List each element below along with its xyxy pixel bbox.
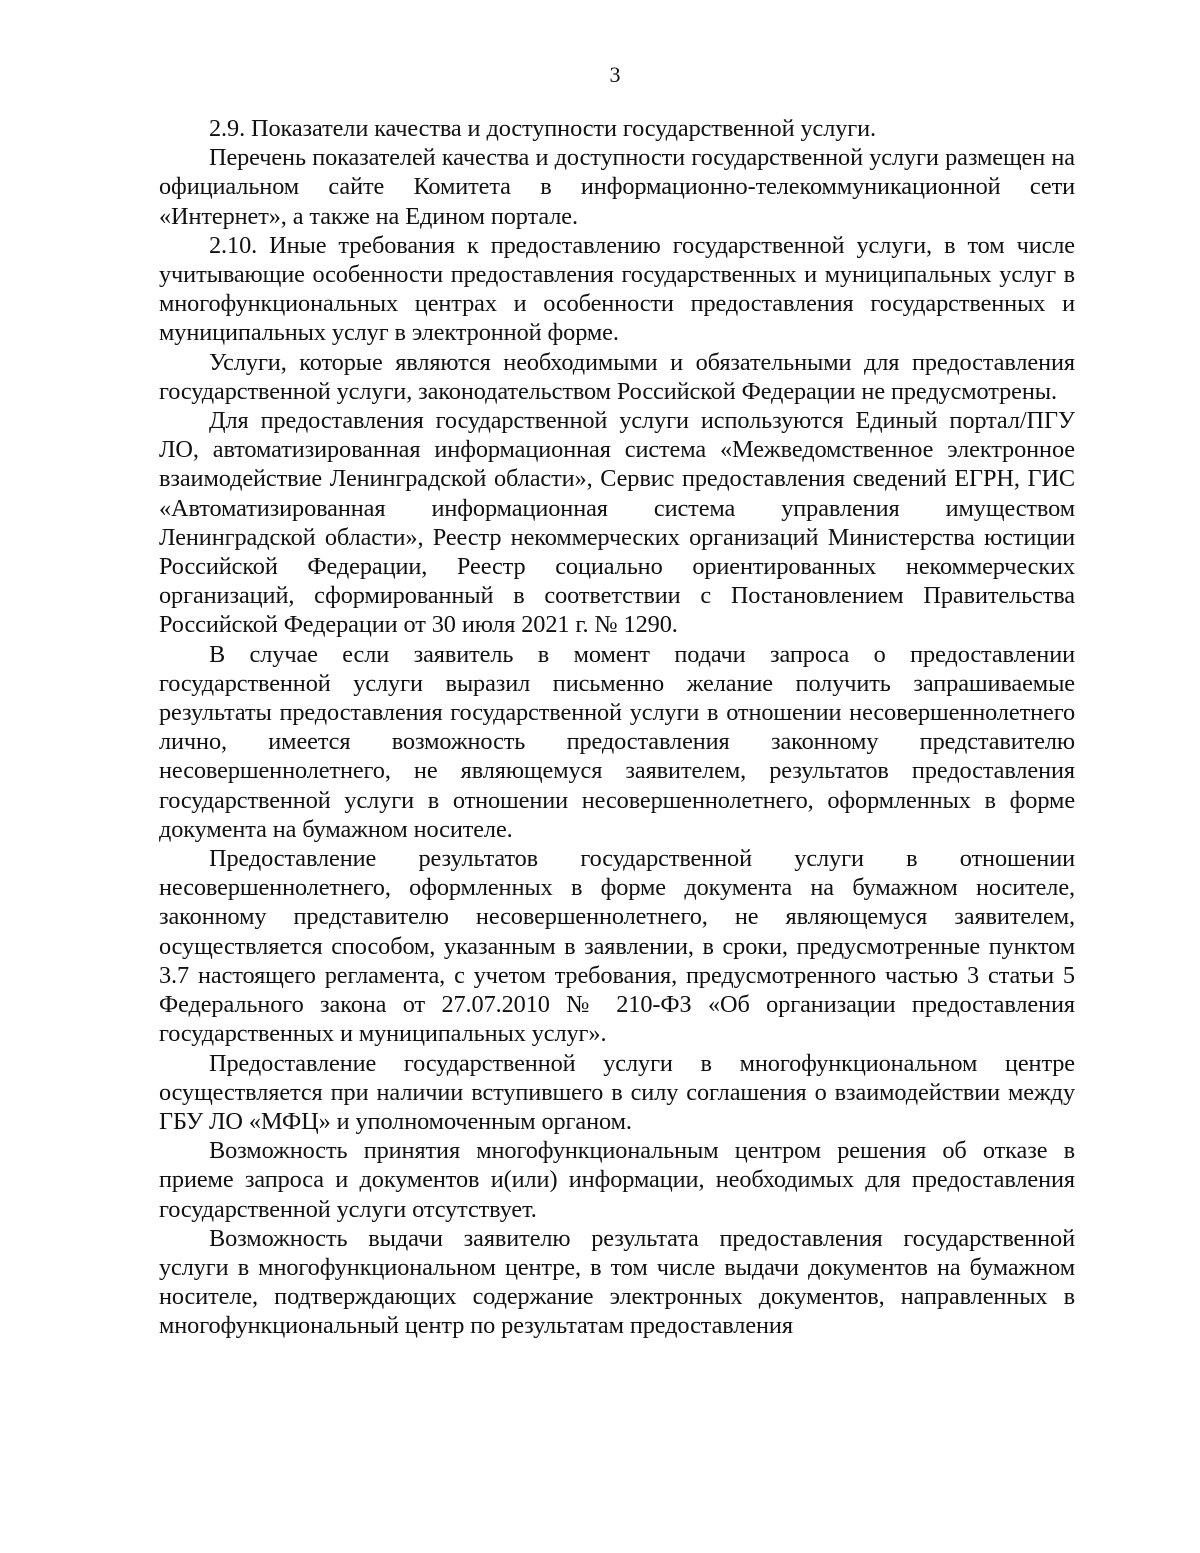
page-number: 3 (609, 62, 621, 87)
document-body (159, 114, 1075, 1341)
mfc-issuance-paragraph: Возможность выдачи заявителю результата предоставления государственной услуги в многофункциональном центре, в том числе выдачи документов на бумажном носителе, подтверждающих содержание электронных документов, направленных в многофункциональный центр по результатам предоставления (159, 1224, 1075, 1340)
mandatory-services-paragraph: Услуги, которые являются необходимыми и обязательными для предоставления государственной услуги, законодательством Российской Федерации не предусмотрены. (159, 348, 1075, 405)
minor-results-paragraph: В случае если заявитель в момент подачи запроса о предоставлении государственной услуги выразил письменно желание получить запрашиваемые результаты предоставления государственной услуги в отношении несовершеннолетнего лично, имеется возможность предоставления законному представителю несовершеннолетнего, не являющемуся заявителем, результатов предоставления государственной услуги в отношении несовершеннолетнего, оформленных в форме документа на бумажном носителе. (159, 640, 1075, 843)
mfc-agreement-paragraph: Предоставление государственной услуги в многофункциональном центре осуществляется при наличии вступившего в силу соглашения о взаимодействии между ГБУ ЛО «МФЦ» и уполномоченным органом. (159, 1049, 1075, 1135)
mfc-refusal-paragraph: Возможность принятия многофункциональным центром решения об отказе в приеме запроса и документов и(или) информации, необходимых для предоставления государственной услуги отсутствует. (159, 1137, 1075, 1223)
information-systems-paragraph: Для предоставления государственной услуги используются Единый портал/ПГУ ЛО, автоматизированная информационная система «Межведомственное электронное взаимодействие Ленинградской области», Сервис предоставления сведений ЕГРН, ГИС «Автоматизированная информационная система управления имуществом Ленинградской области», Реестр некоммерческих организаций Министерства юстиции Российской Федерации, Реестр социально ориентированных некоммерческих организаций, сформированный в соответствии с Постановлением Правительства Российской Федерации от 30 июля 2021 г. № 1290. (159, 407, 1075, 639)
section-2-10-heading: 2.10. Иные требования к предоставлению государственной услуги, в том числе учитывающие особенности предоставления государственных и муниципальных услуг в многофункциональных центрах и особенности предоставления государственных и муниципальных услуг в электронной форме. (159, 231, 1075, 347)
results-delivery-paragraph: Предоставление результатов государственной услуги в отношении несовершеннолетнего, оформленных в форме документа на бумажном носителе, законному представителю несовершеннолетнего, не являющемуся заявителем, осуществляется способом, указанным в заявлении, в сроки, предусмотренные пунктом 3.7 настоящего регламента, с учетом требования, предусмотренного частью 3 статьи 5 Федерального закона от 27.07.2010 № 210-ФЗ «Об организации предоставления государственных и муниципальных услуг». (159, 845, 1075, 1048)
quality-indicators-paragraph: Перечень показателей качества и доступности государственной услуги размещен на официальном сайте Комитета в информационно-телекоммуникационной сети «Интернет», а также на Едином портале. (159, 144, 1075, 230)
section-2-9-heading: 2.9. Показатели качества и доступности государственной услуги. (209, 115, 877, 142)
